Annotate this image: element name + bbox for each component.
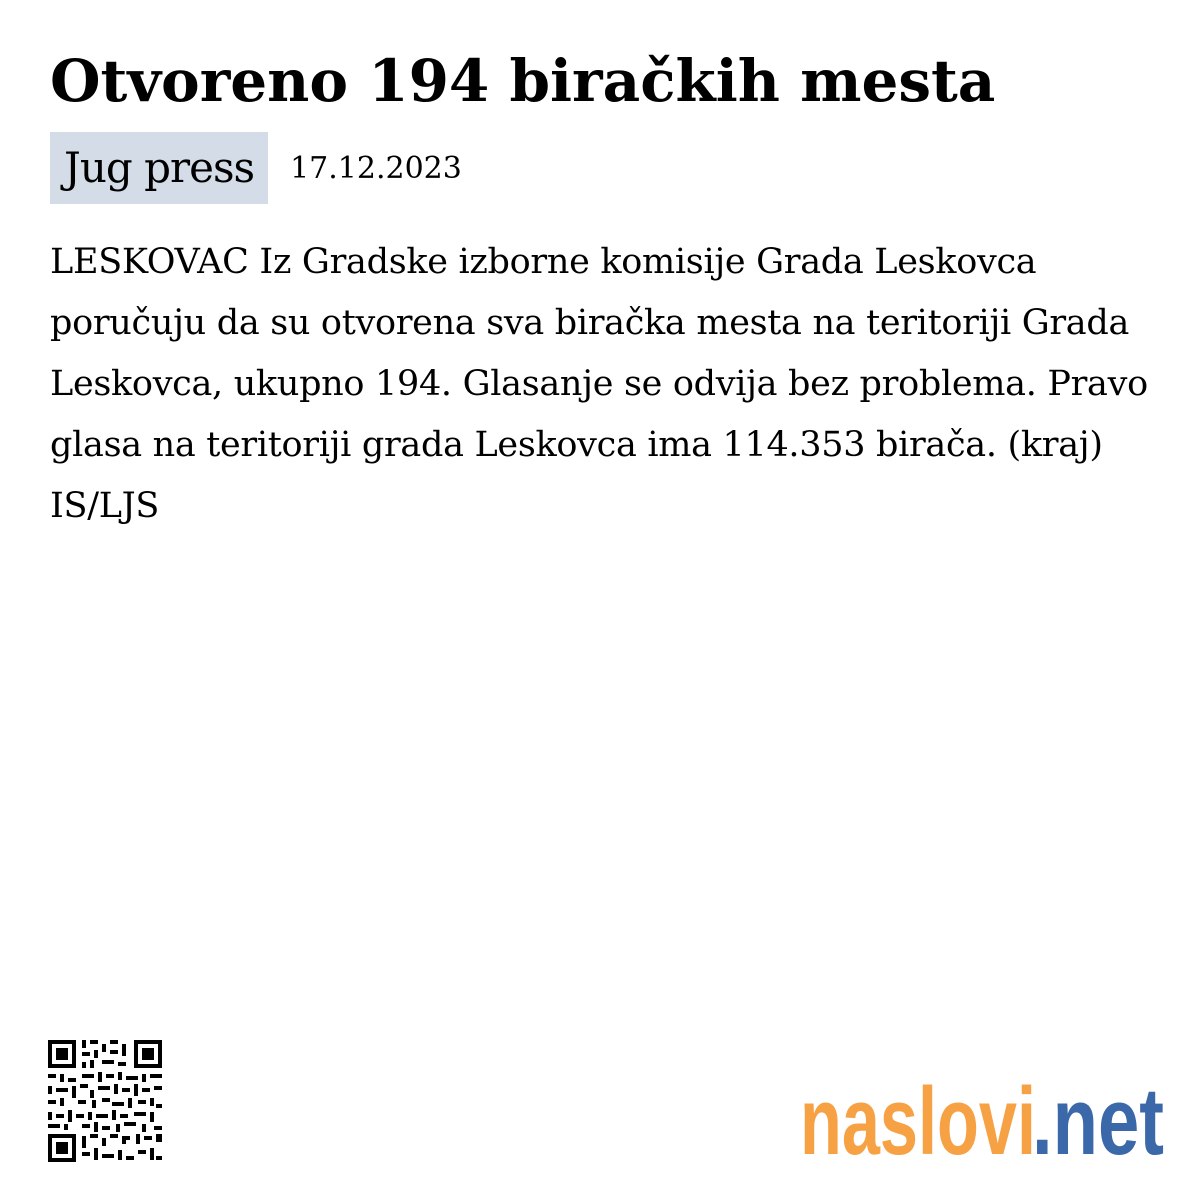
svg-text:.net: .net bbox=[1032, 1068, 1164, 1168]
article-title: Otvoreno 194 biračkih mesta bbox=[50, 47, 996, 115]
article bbox=[50, 38, 1160, 537]
qr-code-icon[interactable] bbox=[46, 1038, 164, 1164]
article-body: LESKOVAC Iz Gradske izborne komisije Grada Leskovca poručuju da su otvorena sva biračka mesta na teritoriji Grada Leskovca, ukupno 194. Glasanje se odvija bez problema. Pravo glasa na teritoriji grada Leskovca ima 114.353 birača. (kraj) IS/LJS bbox=[50, 242, 1148, 526]
naslovi-net-logo[interactable] bbox=[800, 1068, 1170, 1168]
svg-text:naslovi: naslovi bbox=[800, 1068, 1036, 1168]
source-badge[interactable]: Jug press bbox=[50, 132, 268, 204]
article-date: 17.12.2023 bbox=[290, 151, 462, 186]
article-meta bbox=[50, 132, 1160, 204]
